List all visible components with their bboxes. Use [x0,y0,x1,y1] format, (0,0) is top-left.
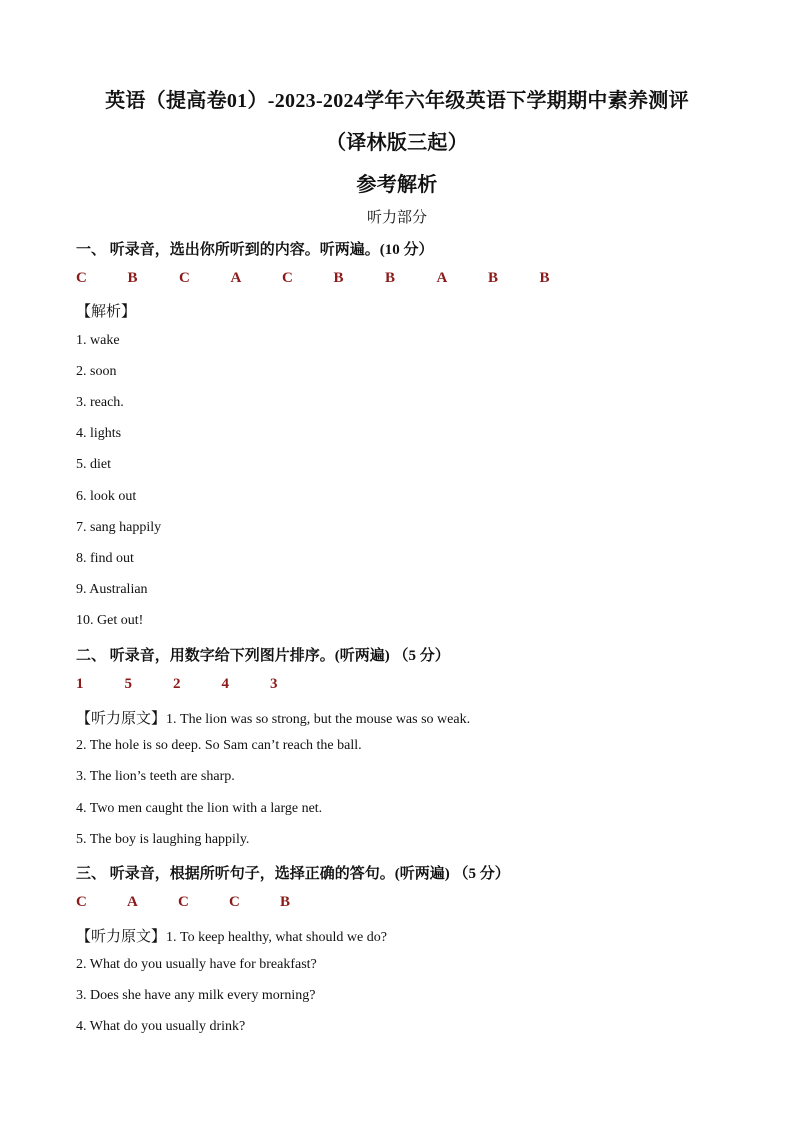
transcript-label: 【听力原文】 [76,711,167,727]
answer: C [178,894,189,910]
section1-heading: 一、 听录音，选出你所听到的内容。听两遍。(10 分） [76,242,434,258]
list-item: 2. soon [76,364,117,379]
section2-answers [76,676,319,693]
answer: 3 [270,676,278,692]
list-item: 9. Australian [76,582,148,597]
answer: A [127,894,138,910]
part-label: 听力部分 [366,210,427,226]
list-item: 5. diet [76,457,111,472]
list-item: 4. Two men caught the lion with a large net. [76,801,323,816]
list-item: 3. The lion’s teeth are sharp. [76,769,235,784]
transcript-text: 1. The lion was so strong, but the mouse was so weak. [166,712,471,727]
section3-answers [76,894,331,911]
analysis-label: 【解析】 [76,304,137,320]
section2-heading: 二、 听录音，用数字给下列图片排序。(听两遍) （5 分） [76,648,450,664]
list-item: 1. wake [76,333,120,348]
answer: B [539,270,550,286]
section1-answers [76,270,591,287]
list-item: 6. look out [76,489,137,504]
list-item: 4. lights [76,426,122,441]
answer: C [76,270,87,286]
answer: B [488,270,499,286]
answer: 4 [221,676,229,692]
answer: C [229,894,240,910]
answer: B [333,270,344,286]
answer-key-title: 参考解析 [356,174,438,196]
list-item: 5. The boy is laughing happily. [76,832,250,847]
list-item: 4. What do you usually drink? [76,1019,246,1034]
section3-heading: 三、 听录音，根据所听句子，选择正确的答句。(听两遍) （5 分） [76,866,510,882]
transcript-line [76,707,470,728]
transcript-label: 【听力原文】 [76,929,167,945]
list-item: 10. Get out! [76,613,144,628]
answer: C [282,270,293,286]
list-item: 2. What do you usually have for breakfast? [76,957,317,972]
transcript-line [76,925,387,946]
list-item: 7. sang happily [76,520,162,535]
list-item: 3. Does she have any milk every morning? [76,988,316,1003]
list-item: 8. find out [76,551,134,566]
answer: A [230,270,242,286]
answer: B [127,270,138,286]
answer: C [76,894,87,910]
answer: B [385,270,396,286]
answer: C [179,270,190,286]
list-item: 2. The hole is so deep. So Sam can’t reach the ball. [76,738,362,753]
answer: 2 [173,676,181,692]
transcript-text: 1. To keep healthy, what should we do? [166,930,387,945]
answer: 5 [124,676,132,692]
list-item: 3. reach. [76,395,124,410]
document-subtitle: （译林版三起） [325,132,469,154]
document-title: 英语（提高卷01）-2023-2024学年六年级英语下学期期中素养测评 [105,90,689,112]
answer: B [280,894,291,910]
answer: 1 [76,676,84,692]
answer: A [436,270,448,286]
